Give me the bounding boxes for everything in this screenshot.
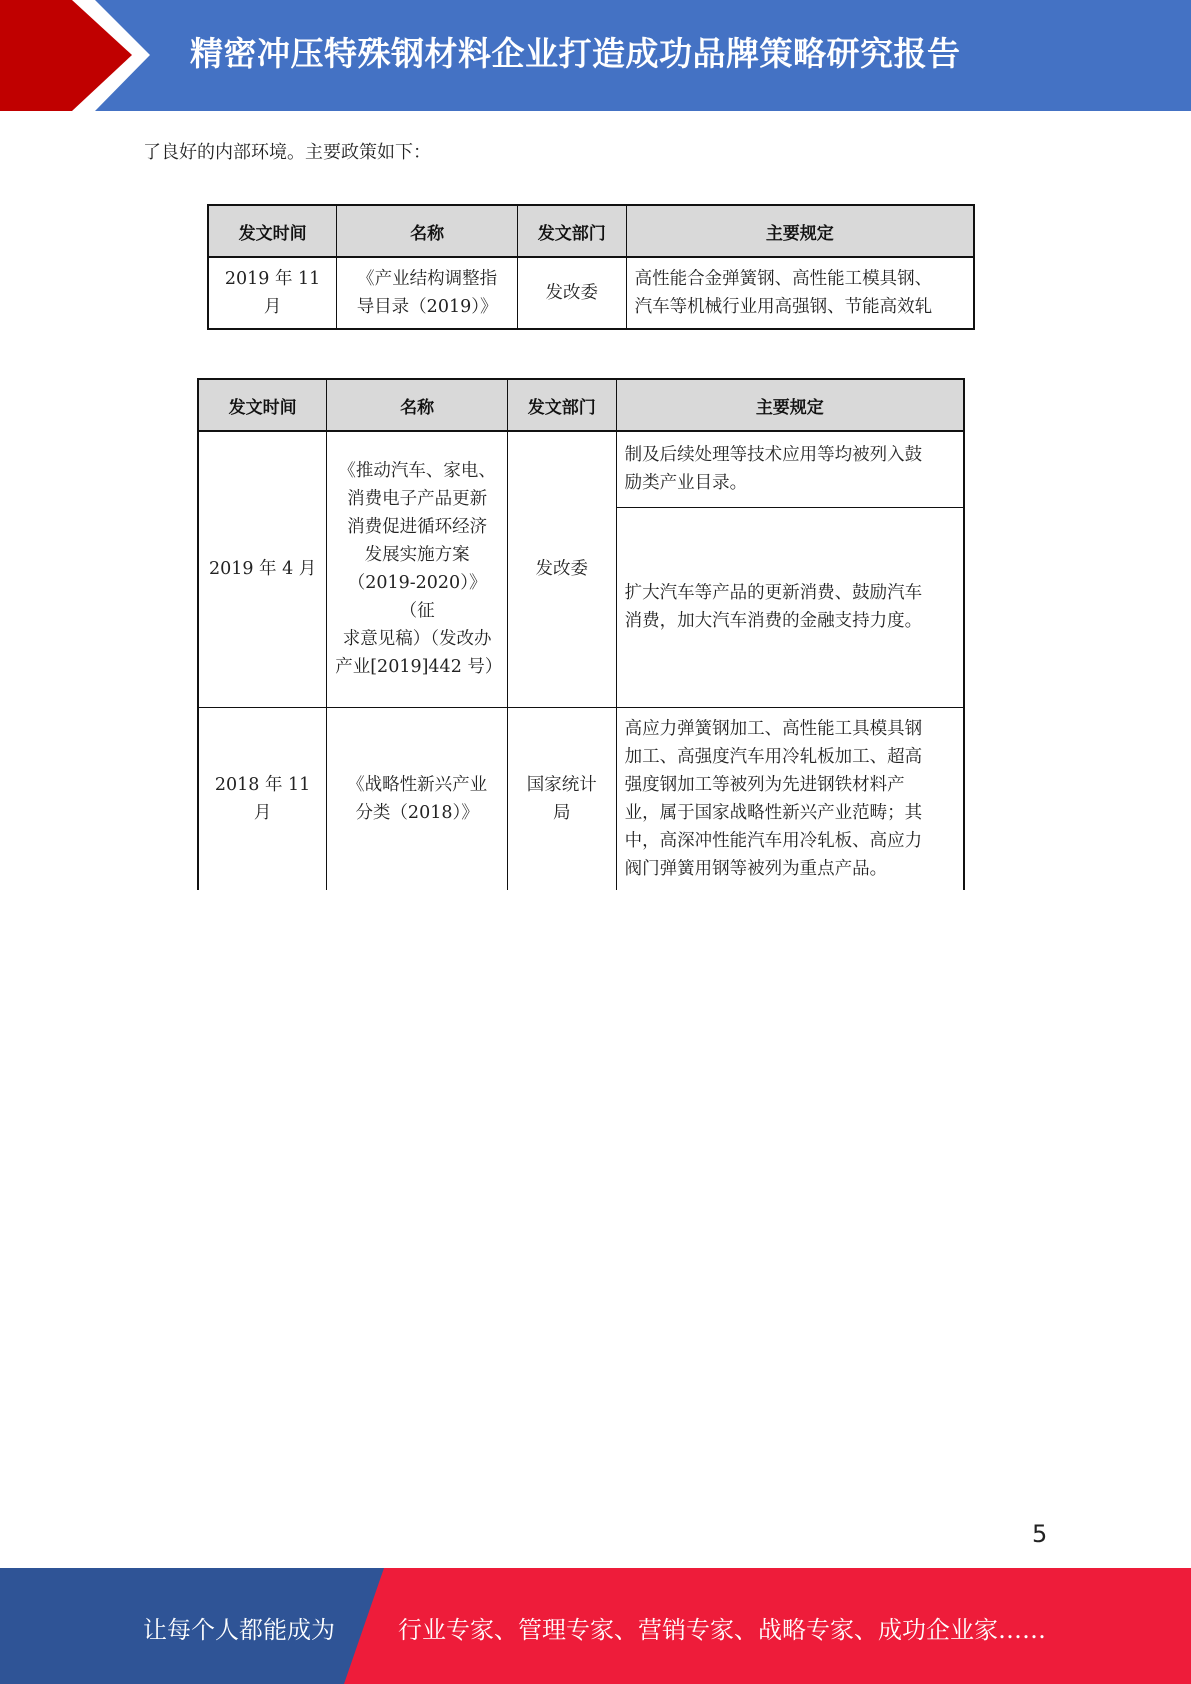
provision-line: 励类产业目录。 [624, 473, 748, 494]
cell-date: 2018 年 11 月 [198, 707, 327, 890]
provision-line: 扩大汽车等产品的更新消费、鼓励汽车 [624, 583, 923, 603]
cell-date: 2019 年 4 月 [198, 431, 327, 707]
header-department: 发文部门 [507, 379, 616, 431]
provision-line: 高应力弹簧钢加工、高性能工具模具钢 [624, 718, 923, 739]
cell-name [327, 431, 508, 707]
name-line: 消费电子产品更新 [347, 489, 488, 510]
name-line: （2019-2020）》（征 [347, 573, 487, 622]
department-line: 局 [553, 802, 571, 823]
footer-slogan: 让每个人都能成为 [143, 1616, 335, 1644]
provision-line: 阀门弹簧用钢等被列为重点产品。 [624, 858, 888, 879]
cell-department: 发改委 [507, 431, 616, 707]
document-title: 精密冲压特殊钢材料企业打造成功品牌策略研究报告 [190, 34, 961, 73]
name-line: 《战略性新兴产业 [347, 774, 488, 795]
page-number: 5 [1032, 1520, 1048, 1548]
name-line: 求意见稿）（发改办 [342, 629, 492, 650]
table-row [198, 431, 964, 507]
provision-line: 高性能合金弹簧钢、高性能工模具钢、 [634, 269, 933, 289]
header-date: 发文时间 [208, 205, 337, 257]
header-date: 发文时间 [198, 379, 327, 431]
policy-table-1 [207, 204, 975, 330]
header-banner [0, 0, 1191, 111]
name-line: 《推动汽车、家电、 [338, 461, 496, 482]
table-row [198, 707, 964, 890]
footer-roles: 行业专家、管理专家、营销专家、战略专家、成功企业家…… [398, 1616, 1046, 1644]
provision-line: 消费，加大汽车消费的金融支持力度。 [624, 611, 923, 631]
cell-provision [626, 257, 974, 329]
provision-line: 制及后续处理等技术应用等均被列入鼓 [624, 445, 923, 466]
header-provision: 主要规定 [616, 379, 964, 431]
name-line: 发展实施方案 [364, 545, 470, 566]
name-line: 分类（2018）》 [355, 802, 479, 823]
name-line: 《产业结构调整指 [357, 269, 498, 289]
department-line: 国家统计 [526, 774, 597, 795]
cell-date: 2019 年 11 月 [208, 257, 337, 329]
cell-provision [616, 707, 964, 890]
table-header-row [208, 205, 974, 257]
cell-department: 发改委 [517, 257, 626, 329]
name-line: 消费促进循环经济 [347, 517, 488, 538]
header-name: 名称 [337, 205, 518, 257]
footer-banner [0, 1568, 1191, 1684]
table-row [208, 257, 974, 329]
provision-line: 强度钢加工等被列为先进钢铁材料产 [624, 774, 905, 795]
policy-table-2 [197, 378, 965, 890]
header-provision: 主要规定 [626, 205, 974, 257]
cell-name [327, 707, 508, 890]
cell-department [507, 707, 616, 890]
header-department: 发文部门 [517, 205, 626, 257]
provision-line: 业，属于国家战略性新兴产业范畴；其 [624, 802, 923, 823]
provision-line: 加工、高强度汽车用冷轧板加工、超高 [624, 746, 923, 767]
provision-line: 中，高深冲性能汽车用冷轧板、高应力 [624, 830, 923, 851]
header-name: 名称 [327, 379, 508, 431]
cell-name [337, 257, 518, 329]
provision-line: 汽车等机械行业用高强钢、节能高效轧 [634, 297, 933, 317]
cell-provision-continued [616, 431, 964, 507]
name-line: 产业[2019]442 号） [335, 657, 503, 678]
cell-provision [616, 507, 964, 707]
table-header-row [198, 379, 964, 431]
name-line: 导目录（2019）》 [356, 297, 498, 317]
intro-paragraph: 了良好的内部环境。主要政策如下： [143, 142, 431, 163]
